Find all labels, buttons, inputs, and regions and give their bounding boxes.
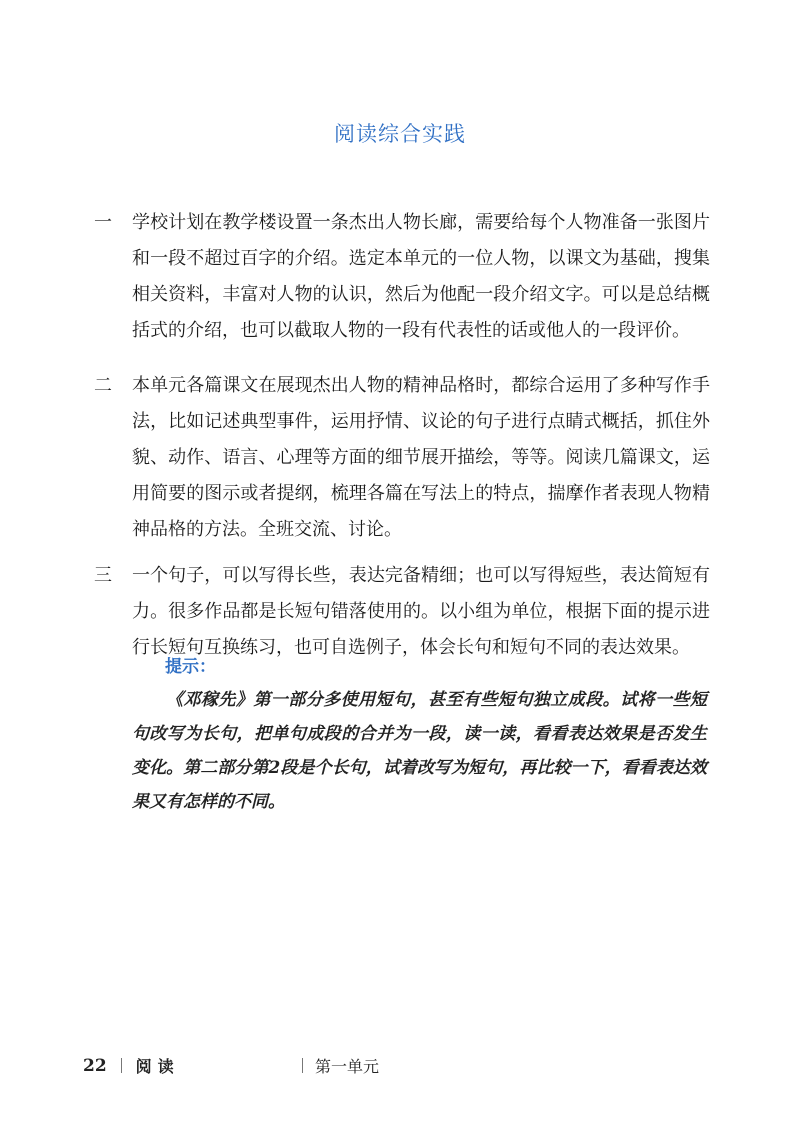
hint-label: 提示：	[165, 657, 216, 677]
exercise-item-1	[94, 205, 710, 349]
footer-divider	[302, 1058, 303, 1073]
hint-text: 《邓稼先》第一部分多使用短句，甚至有些短句独立成段。试将一些短句改写为长句，把单句成段的合并为一段，读一读，看看表达效果是否发生变化。第二部分第2段是个长句，试着改写为短句，再比较一下，看看表达效果又有怎样的不同。	[132, 690, 707, 812]
page-footer-right	[302, 1054, 379, 1077]
page-number: 22	[83, 1055, 107, 1076]
book-name: 阅读	[135, 1057, 180, 1076]
item-text: 学校计划在教学楼设置一条杰出人物长廊，需要给每个人物准备一张图片和一段不超过百字的介绍。选定本单元的一位人物，以课文为基础，搜集相关资料，丰富对人物的认识，然后为他配一段介绍文字。可以是总结概括式的介绍，也可以截取人物的一段有代表性的话或他人的一段评价。	[132, 212, 710, 341]
item-text: 本单元各篇课文在展现杰出人物的精神品格时，都综合运用了多种写作手法，比如记述典型事件，运用抒情、议论的句子进行点睛式概括，抓住外貌、动作、语言、心理等方面的细节展开描绘，等等。阅读几篇课文，运用简要的图示或者提纲，梳理各篇在写法上的特点，揣摩作者表现人物精神品格的方法。全班交流、讨论。	[132, 375, 710, 540]
page-footer-left	[83, 1054, 180, 1077]
item-number: 二	[94, 375, 112, 396]
exercise-item-3	[94, 558, 710, 666]
unit-name: 第一单元	[315, 1057, 380, 1076]
item-text: 一个句子，可以写得长些，表达完备精细；也可以写得短些，表达简短有力。很多作品都是长短句错落使用的。以小组为单位，根据下面的提示进行长短句互换练习，也可自选例子，体会长句和短句不同的表达效果。	[132, 565, 710, 658]
item-number: 一	[94, 212, 112, 233]
exercise-item-2	[94, 368, 710, 548]
page-title: 阅读综合实践	[334, 122, 466, 146]
footer-divider	[121, 1058, 122, 1073]
item-number: 三	[94, 565, 112, 586]
